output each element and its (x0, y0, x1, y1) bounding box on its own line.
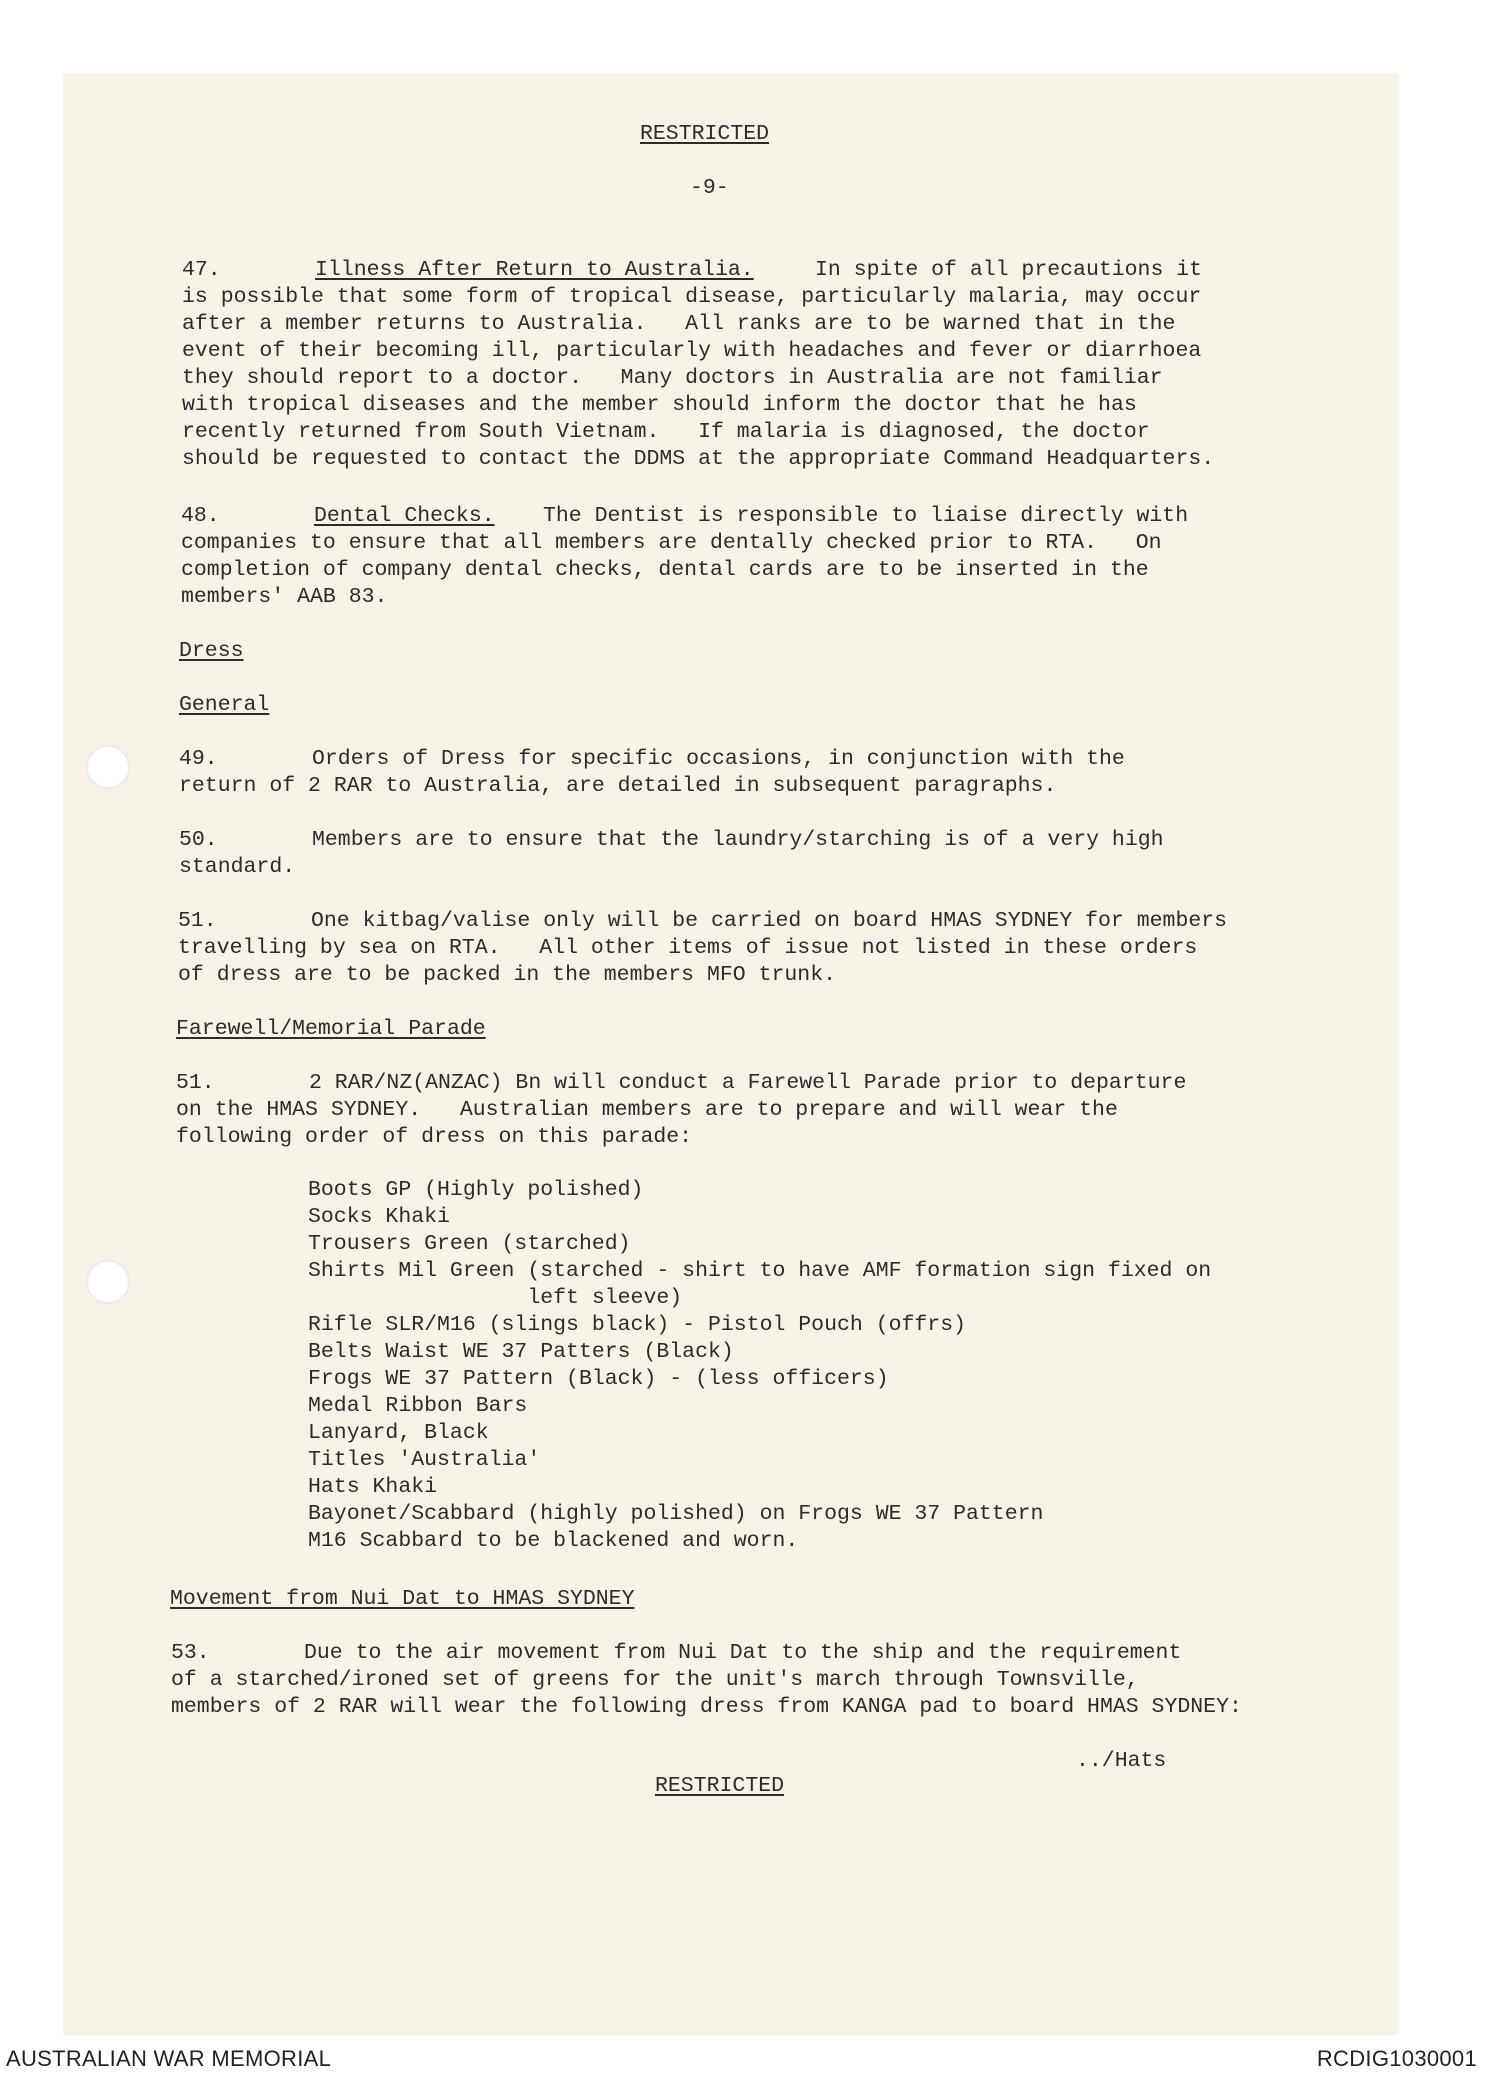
section-farewell-parade: Farewell/Memorial Parade (176, 1017, 486, 1041)
list-item: Socks Khaki (308, 1205, 450, 1229)
para-50-line: Members are to ensure that the laundry/starching is of a very high (312, 828, 1164, 852)
footer-archive-name: AUSTRALIAN WAR MEMORIAL (6, 2046, 332, 2071)
para-50-number: 50. (179, 828, 218, 852)
para-48-number: 48. (181, 504, 220, 528)
punch-hole-upper (86, 745, 130, 789)
para-48-line: completion of company dental checks, dental cards are to be inserted in the (181, 558, 1149, 582)
para-47-line: event of their becoming ill, particularly with headaches and fever or diarrhoea (182, 339, 1202, 363)
para-51b-number: 51. (176, 1071, 215, 1095)
list-item: Medal Ribbon Bars (308, 1394, 528, 1418)
section-movement: Movement from Nui Dat to HMAS SYDNEY (170, 1587, 635, 1611)
para-51b-line: 2 RAR/NZ(ANZAC) Bn will conduct a Farewell Parade prior to departure (309, 1071, 1187, 1095)
list-item: left sleeve) (308, 1286, 683, 1310)
list-item: Boots GP (Highly polished) (308, 1178, 644, 1202)
classification-bottom: RESTRICTED (655, 1774, 785, 1798)
para-53-line: of a starched/ironed set of greens for the unit's march through Townsville, (171, 1668, 1139, 1692)
para-48-line: members' AAB 83. (181, 585, 388, 609)
list-item: Shirts Mil Green (starched - shirt to have AMF formation sign fixed on (308, 1259, 1212, 1283)
para-47-line: they should report to a doctor. Many doctors in Australia are not familiar (182, 366, 1163, 390)
para-49-line: Orders of Dress for specific occasions, in conjunction with the (312, 747, 1125, 771)
para-47-number: 47. (182, 258, 221, 282)
para-48-line: The Dentist is responsible to liaise directly with (543, 504, 1189, 528)
footer-record-id: RCDIG1030001 (1316, 2046, 1477, 2071)
list-item: Trousers Green (starched) (308, 1232, 631, 1256)
list-item: Lanyard, Black (308, 1421, 489, 1445)
list-item: M16 Scabbard to be blackened and worn. (308, 1529, 799, 1553)
para-47-line: with tropical diseases and the member should inform the doctor that he has (182, 393, 1137, 417)
para-47-line: recently returned from South Vietnam. If malaria is diagnosed, the doctor (182, 420, 1150, 444)
para-50-line: standard. (179, 855, 296, 879)
para-49-line: return of 2 RAR to Australia, are detailed in subsequent paragraphs. (179, 774, 1057, 798)
para-47-line: after a member returns to Australia. All ranks are to be warned that in the (182, 312, 1176, 336)
para-47-line: should be requested to contact the DDMS at the appropriate Command Headquarters. (182, 447, 1215, 471)
para-51a-line: travelling by sea on RTA. All other items of issue not listed in these orders (178, 936, 1198, 960)
list-item: Belts Waist WE 37 Patters (Black) (308, 1340, 734, 1364)
continuation-marker: ../Hats (1076, 1749, 1167, 1773)
para-48-line: companies to ensure that all members are dentally checked prior to RTA. On (181, 531, 1162, 555)
list-item: Frogs WE 37 Pattern (Black) - (less officers) (308, 1367, 889, 1391)
page-number: -9- (690, 176, 729, 200)
para-49-number: 49. (179, 747, 218, 771)
para-53-line: Due to the air movement from Nui Dat to the ship and the requirement (304, 1641, 1182, 1665)
para-51a-line: One kitbag/valise only will be carried on board HMAS SYDNEY for members (311, 909, 1228, 933)
para-51a-line: of dress are to be packed in the members MFO trunk. (178, 963, 837, 987)
para-47-line: In spite of all precautions it (815, 258, 1203, 282)
punch-hole-lower (86, 1260, 130, 1304)
para-51b-line: on the HMAS SYDNEY. Australian members are to prepare and will wear the (176, 1098, 1118, 1122)
classification-top: RESTRICTED (640, 122, 770, 146)
list-item: Hats Khaki (308, 1475, 438, 1499)
section-dress: Dress (179, 639, 244, 663)
para-53-number: 53. (171, 1641, 210, 1665)
para-47-line: is possible that some form of tropical disease, particularly malaria, may occur (182, 285, 1202, 309)
list-item: Titles 'Australia' (308, 1448, 541, 1472)
para-53-line: members of 2 RAR will wear the following dress from KANGA pad to board HMAS SYDNEY: (171, 1695, 1242, 1719)
section-general: General (179, 693, 270, 717)
para-51a-number: 51. (178, 909, 217, 933)
dress-items-list (308, 1177, 1211, 1555)
para-47-heading: Illness After Return to Australia. (315, 258, 754, 282)
list-item: Rifle SLR/M16 (slings black) - Pistol Pouch (offrs) (308, 1313, 967, 1337)
list-item: Bayonet/Scabbard (highly polished) on Frogs WE 37 Pattern (308, 1502, 1044, 1526)
para-48-heading: Dental Checks. (314, 504, 495, 528)
para-51b-line: following order of dress on this parade: (176, 1125, 693, 1149)
